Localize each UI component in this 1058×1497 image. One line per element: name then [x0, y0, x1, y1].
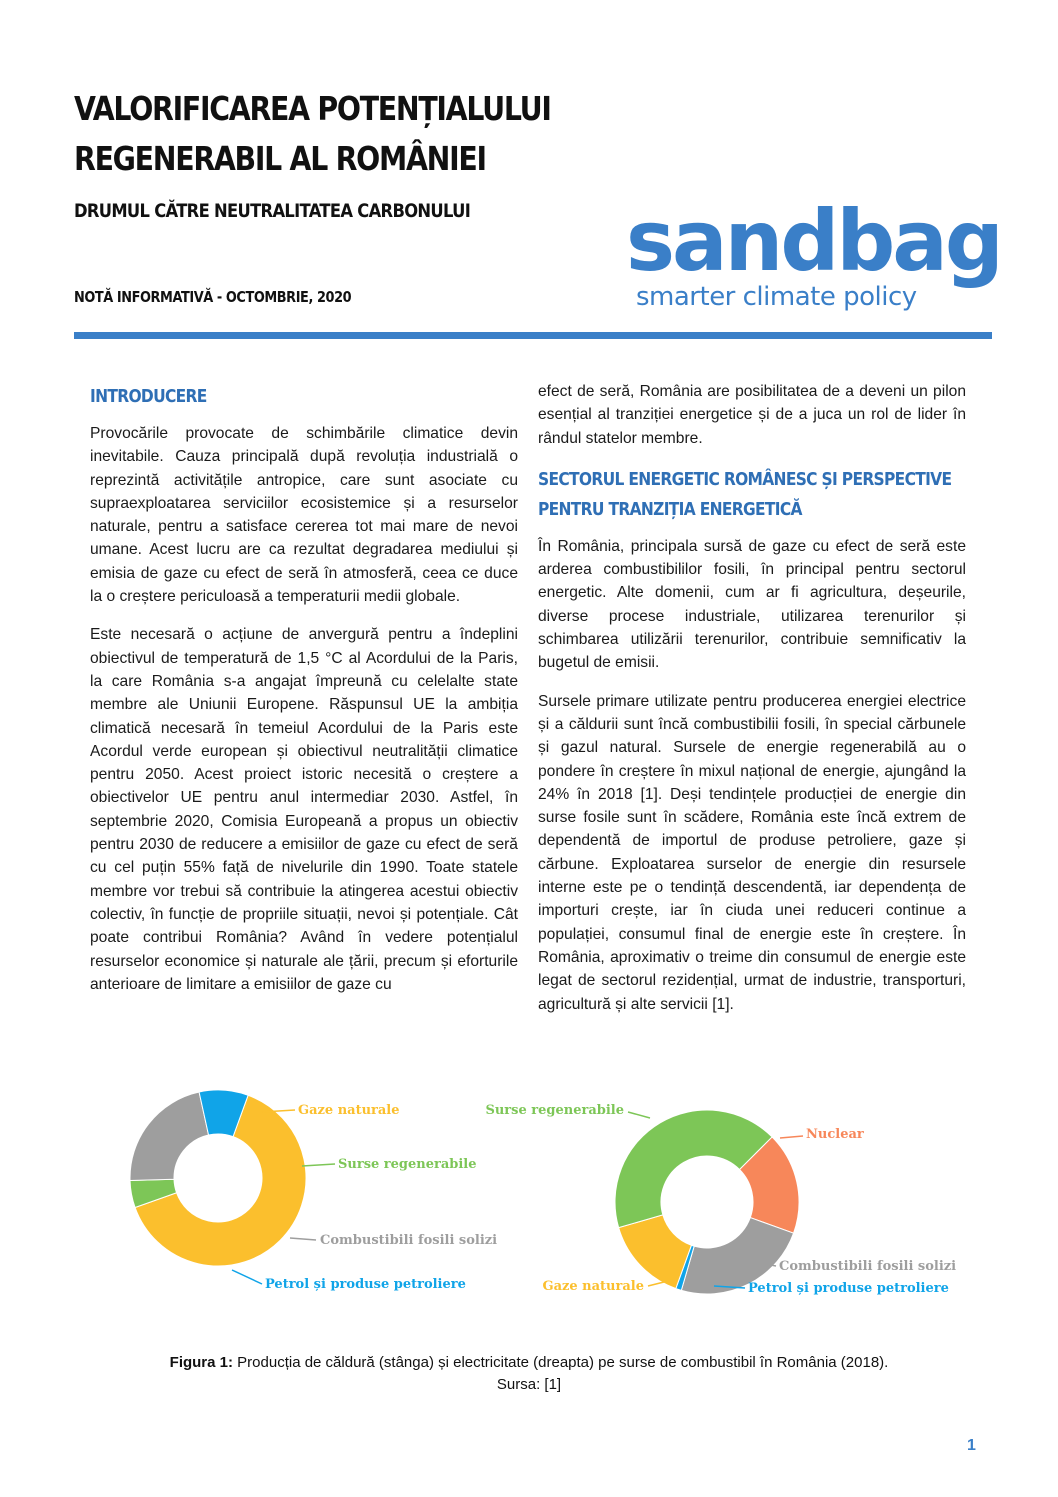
figure-caption	[0, 1352, 1058, 1396]
leader-line	[780, 1136, 803, 1138]
donut-charts-svg	[0, 1090, 1058, 1330]
right-column	[538, 380, 966, 1031]
document-subtitle: DRUMUL CĂTRE NEUTRALITATEA CARBONULUI	[74, 200, 471, 222]
title-line-2: REGENERABIL AL ROMÂNIEI	[74, 139, 486, 178]
caption-text: Producția de căldură (stânga) și electricitate (dreapta) pe surse de combustibil în România (2018).	[233, 1354, 889, 1371]
section-heading-intro: INTRODUCERE	[90, 386, 207, 407]
slice-label: Petrol și produse petroliere	[265, 1277, 466, 1292]
left-column	[90, 382, 518, 1011]
slice-label: Surse regenerabile	[338, 1157, 477, 1172]
slice-label: Combustibili fosili solizi	[779, 1259, 957, 1274]
paragraph: În România, principala sursă de gaze cu efect de seră este arderea combustibililor fosili, în principal pentru sectorul energetic. Alte domenii, cum ar fi agricultura, deșeurile, diverse procese industriale, utilizarea terenurilor și schimbarea utilizării terenurilor, contribuie semnificativ la bugetul de emisii.	[538, 537, 966, 672]
document-date-note: NOTĂ INFORMATIVĂ - OCTOMBRIE, 2020	[74, 288, 352, 306]
caption-label: Figura 1:	[169, 1354, 233, 1371]
document-title	[74, 84, 556, 184]
heading-line-1: SECTORUL ENERGETIC ROMÂNESC ȘI PERSPECTIVE	[538, 468, 952, 490]
slice-label: Petrol și produse petroliere	[748, 1281, 949, 1296]
page-number: 1	[967, 1437, 976, 1454]
section-heading-energy	[538, 465, 968, 525]
slice-label: Nuclear	[806, 1127, 864, 1142]
slice-label: Gaze naturale	[298, 1103, 400, 1118]
logo-tagline: smarter climate policy	[636, 282, 917, 312]
sandbag-logo: sandbag	[626, 192, 1001, 290]
paragraph: efect de seră, România are posibilitatea de a deveni un pilon esențial al tranziției energetice și de a juca un rol de lider în rândul statelor membre.	[538, 383, 966, 447]
leader-line	[628, 1112, 650, 1118]
header-divider	[74, 332, 992, 339]
slice-label: Gaze naturale	[542, 1279, 644, 1294]
figure-1-charts	[0, 1090, 1058, 1330]
slice-label: Surse regenerabile	[485, 1103, 624, 1118]
donut-slice-1-3	[130, 1092, 209, 1180]
paragraph: Este necesară o acțiune de anvergură pentru a îndeplini obiectivul de temperatură de 1,5 °C al Acordului de la Paris, la care România s-a angajat împreună cu celelalte state membre ale Uniunii Europene. Răspunsul UE la ambiția climatică necesară în temeiul Acordului de la Paris este Acordul verde european și obiectivul neutralității climatice pentru 2050. Acest proiect istoric necesită o creștere a obiectivelor UE pentru anul intermediar 2030. Astfel, în septembrie 2020, Comisia Europeană a propus un obiectiv pentru 2030 de reducere a emisiilor de gaze cu efect de seră cu cel puțin 55% față de nivelurile din 1990. Toate statele membre vor trebui să contribuie la atingerea acestui obiectiv colectiv, în funcție de propriile situații, nevoi și potențiale. Cât poate contribui România? Având în vedere potențialul resurselor economice și naturale ale țării, precum și eforturile anterioare de limitare a emisiilor de gaze cu	[90, 626, 518, 993]
heading-line-2: PENTRU TRANZIȚIA ENERGETICĂ	[538, 498, 802, 520]
title-line-1: VALORIFICAREA POTENȚIALULUI	[74, 89, 551, 128]
leader-line	[290, 1238, 316, 1240]
caption-source: Sursa: [1]	[496, 1376, 562, 1393]
paragraph: Sursele primare utilizate pentru producerea energiei electrice și a căldurii sunt încă combustibilii fosili, în special cărbunele și gazul natural. Sursele de energie regenerabilă au o pondere în creștere în mixul național de energie, ajungând la 24% în 2018 [1]. Deși tendințele producției de energie din surse fosile sunt în scădere, România este încă extrem de dependentă de importul de produse petroliere, gaze și cărbune. Exploatarea surselor de energie din resursele interne este pe o tendință descendentă, iar dependența de importuri crește, iar în ciuda unei reduceri continue a populației, consumul final de energie este în creștere. În România, aproximativ o treime din consumul de energie este legat de sectorul rezidențial, urmat de industrie, transporturi, agricultură și alte servicii [1].	[538, 692, 966, 1013]
paragraph: Provocările provocate de schimbările climatice devin inevitabile. Cauza principală după revoluția industrială o reprezintă activitățile antropice, care sunt asociate cu supraexploatarea serviciilor ecosistemice și a resurselor naturale, pentru a satisface cererea tot mai mare de nevoi umane. Acest lucru are ca rezultat degradarea mediului și emisia de gaze cu efect de seră în atmosferă, ceea ce duce la o creștere periculoasă a temperaturii medii globale.	[90, 425, 518, 606]
slice-label: Combustibili fosili solizi	[320, 1233, 498, 1248]
leader-line	[302, 1164, 335, 1166]
leader-line	[232, 1270, 262, 1284]
